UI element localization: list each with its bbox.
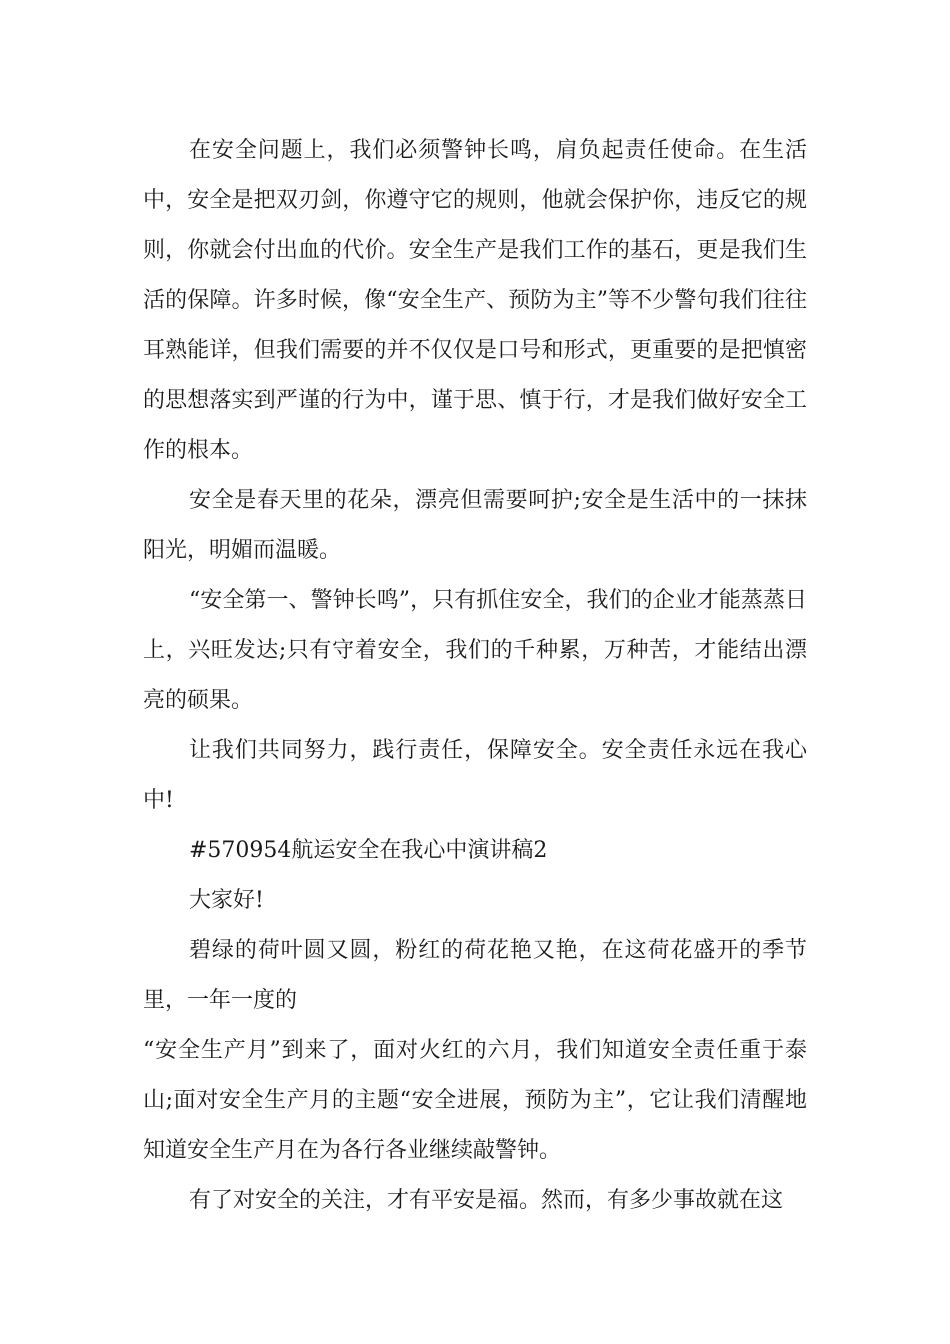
paragraph-attention: 有了对安全的关注，才有平安是福。然而，有多少事故就在这 xyxy=(189,1188,784,1213)
greeting: 大家好! xyxy=(189,888,264,913)
paragraph-lotus-part1: 碧绿的荷叶圆又圆，粉红的荷花艳又艳，在这荷花盛开的季节里，一年一度的 xyxy=(143,938,807,1013)
paragraph-joint-effort: 让我们共同努力，践行责任，保障安全。安全责任永远在我心中! xyxy=(143,738,807,813)
paragraph-safety-mission: 在安全问题上，我们必须警钟长鸣，肩负起责任使命。在生活中，安全是把双刃剑，你遵守它的规则，他就会保护你，违反它的规则，你就会付出血的代价。安全生产是我们工作的基石，更是我们生活的保障。许多时候，像“安全生产、预防为主”等不少警句我们往往耳熟能详，但我们需要的并不仅仅是口号和形式，更重要的是把慎密的思想落实到严谨的行为中，谨于思、慎于行，才是我们做好安全工作的根本。 xyxy=(143,138,807,463)
document-body xyxy=(143,126,807,1226)
speech-heading: #570954航运安全在我心中演讲稿2 xyxy=(189,838,548,863)
paragraph-lotus-part2: “安全生产月”到来了，面对火红的六月，我们知道安全责任重于泰山;面对安全生产月的主题“安全进展，预防为主”，它让我们清醒地知道安全生产月在为各行各业继续敲警钟。 xyxy=(143,1038,807,1163)
paragraph-safety-first: “安全第一、警钟长鸣”，只有抓住安全，我们的企业才能蒸蒸日上，兴旺发达;只有守着安全，我们的千种累，万种苦，才能结出漂亮的硕果。 xyxy=(143,588,807,713)
paragraph-spring-flower: 安全是春天里的花朵，漂亮但需要呵护;安全是生活中的一抹抹阳光，明媚而温暖。 xyxy=(143,488,807,563)
